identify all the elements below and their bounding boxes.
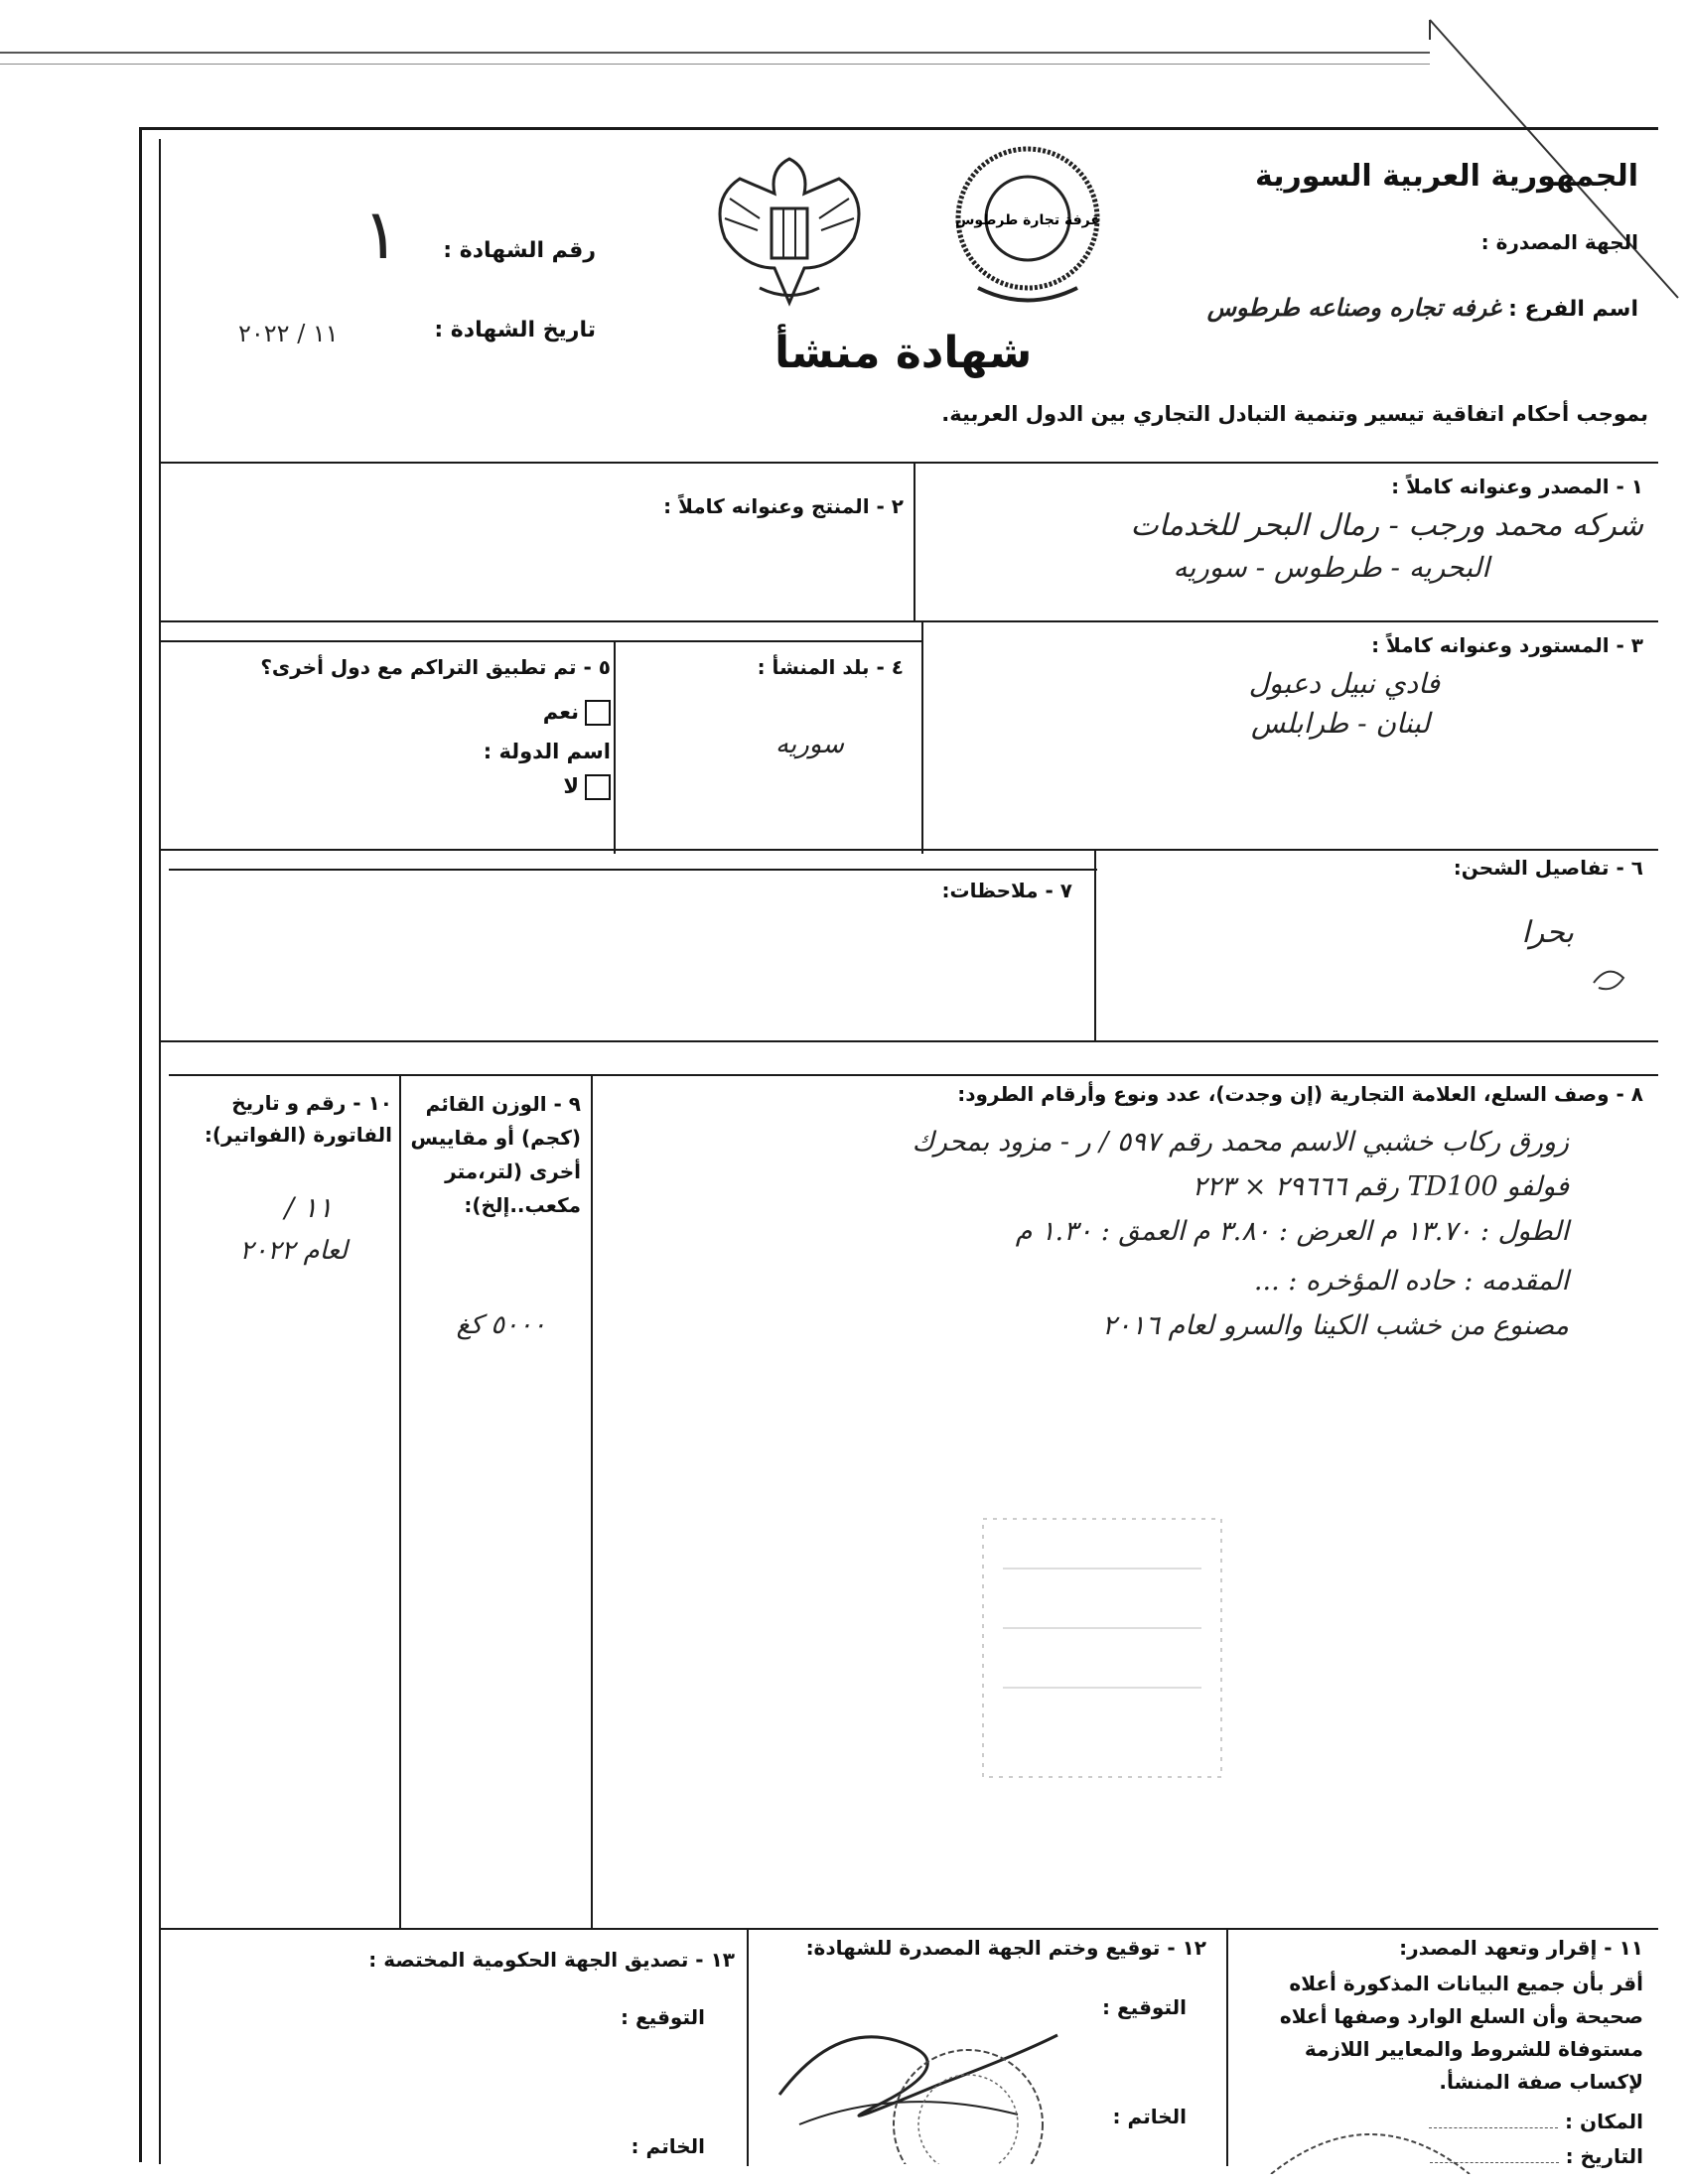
accumulation-yes-row [543,700,611,726]
issuer-stamp-label: الخاتم : [1112,2105,1187,2128]
country-name: الجمهورية العربية السورية [1255,159,1638,194]
faint-stamp-ghost [973,1509,1231,1787]
col-divider [914,462,915,620]
exporter-line1: شركه محمد ورجب - رمال البحر للخدمات [1130,508,1643,543]
eagle-emblem-icon [700,139,879,318]
shipping-value: بحرا [1521,915,1574,950]
accumulation-no-label: لا [563,774,579,798]
row-divider [159,462,1658,464]
scan-edge-line [0,52,1430,54]
accumulation-no-row [563,774,611,800]
chamber-seal-text: غرفة تجارة طرطوس [955,212,1100,228]
accumulation-country-label: اسم الدولة : [483,740,611,763]
frame-top [139,127,1658,130]
issuing-body-label: الجهة المصدرة : [1480,230,1638,254]
invoice-value2: لعام ٢٠٢٢ [239,1236,348,1266]
importer-line2: لبنان - طرابلس [1250,707,1430,740]
cert-date-value: ١١ / ٢٠٢٢ [238,320,339,347]
preamble: بموجب أحكام اتفاقية تيسير وتنمية التبادل التجاري بين الدول العربية. [941,402,1648,426]
row-divider [159,1040,1658,1042]
accumulation-yes-label: نعم [542,700,579,724]
row-divider [159,849,1658,851]
row-divider [159,620,1658,622]
chamber-seal-icon [948,139,1107,308]
goods-line3: الطول : ١٣.٧٠ م العرض : ٣.٨٠ م العمق : ١.٣٠ م [1015,1216,1569,1247]
weight-value: ٥٠٠٠ كغ [456,1310,546,1340]
col-divider [921,620,923,854]
col-divider [614,640,616,854]
branch-value: غرفه تجاره وصناعه طرطوس [1206,293,1501,322]
cert-date-label: تاريخ الشهادة : [434,318,596,342]
ship-mark-icon [1589,958,1628,998]
declaration-date-label: التاريخ : [1565,2144,1643,2168]
frame-left [139,127,142,2162]
cert-no-value: ١ [362,194,400,275]
row-divider [159,640,923,642]
issuer-signature-label: التوقيع : [1102,1995,1187,2019]
declaration-place-label: المكان : [1565,2110,1643,2133]
col-divider [1226,1928,1228,2166]
shipping-label: ٦ - تفاصيل الشحن: [1453,856,1643,880]
declaration-label: ١١ - إقرار وتعهد المصدر: [1399,1936,1643,1960]
goods-label: ٨ - وصف السلع، العلامة التجارية (إن وجدت)، عدد ونوع وأرقام الطرود: [957,1082,1643,1106]
goods-line2: فولفو TD100 رقم ٢٩٦٦٦ × ٢٢٣ [1192,1171,1569,1202]
row-divider [169,869,1097,871]
origin-country-label: ٤ - بلد المنشأ : [757,655,904,679]
col-divider [399,1074,401,1928]
invoice-value1: ١١ / [284,1191,333,1224]
declaration-stamp-partial [1261,2105,1479,2174]
notes-label: ٧ - ملاحظات: [941,879,1072,902]
weight-label: ٩ - الوزن القائم (كجم) أو مقاييس أخرى (لتر،متر مكعب..إلخ): [410,1092,581,1217]
importer-label: ٣ - المستورد وعنوانه كاملاً : [1371,633,1643,657]
issuer-sign-label: ١٢ - توقيع وختم الجهة المصدرة للشهادة: [805,1936,1206,1960]
accumulation-no-checkbox[interactable] [585,774,611,800]
gov-stamp-label: الخاتم : [631,2134,705,2158]
row-divider [159,1928,1658,1930]
issuer-signature-stamp [760,1976,1087,2164]
exporter-line2: البحريه - طرطوس - سوريه [1173,551,1489,584]
accumulation-yes-checkbox[interactable] [585,700,611,726]
page-title: شهادة منشأ [774,328,1033,378]
col-divider [1094,849,1096,1042]
col-divider [747,1928,749,2166]
exporter-label: ١ - المصدر وعنوانه كاملاً : [1391,475,1643,498]
goods-line4: المقدمه : حاده المؤخره : ... [1253,1266,1569,1297]
col-divider [591,1074,593,1928]
row-divider [169,1074,1658,1076]
branch-label: اسم الفرع : [1508,297,1638,322]
declaration-text: أقر بأن جميع البيانات المذكورة أعلاه صحيحة وأن السلع الوارد وصفها أعلاه مستوفاة للشروط والمعايير اللازمة لإكساب صفة المنشأ. [1279,1972,1643,2094]
invoice-label: ١٠ - رقم و تاريخ الفاتورة (الفواتير): [204,1091,392,1147]
frame-left-inner [159,139,161,2164]
goods-line5: مصنوع من خشب الكينا والسرو لعام ٢٠١٦ [1101,1310,1569,1341]
gov-certification-label: ١٣ - تصديق الجهة الحكومية المختصة : [368,1948,735,1972]
branch-row [1207,293,1638,322]
goods-line1: زورق ركاب خشبي الاسم محمد رقم ٥٩٧ / ر - مزود بمحرك [912,1127,1569,1158]
importer-line1: فادي نبيل دعبول [1248,667,1440,700]
accumulation-label: ٥ - تم تطبيق التراكم مع دول أخرى؟ [260,655,611,679]
gov-signature-label: التوقيع : [621,2005,705,2029]
cert-no-label: رقم الشهادة : [443,238,596,263]
producer-label: ٢ - المنتج وعنوانه كاملاً : [663,494,904,518]
scan-edge-line [0,64,1430,65]
origin-country-value: سوريه [775,730,844,759]
